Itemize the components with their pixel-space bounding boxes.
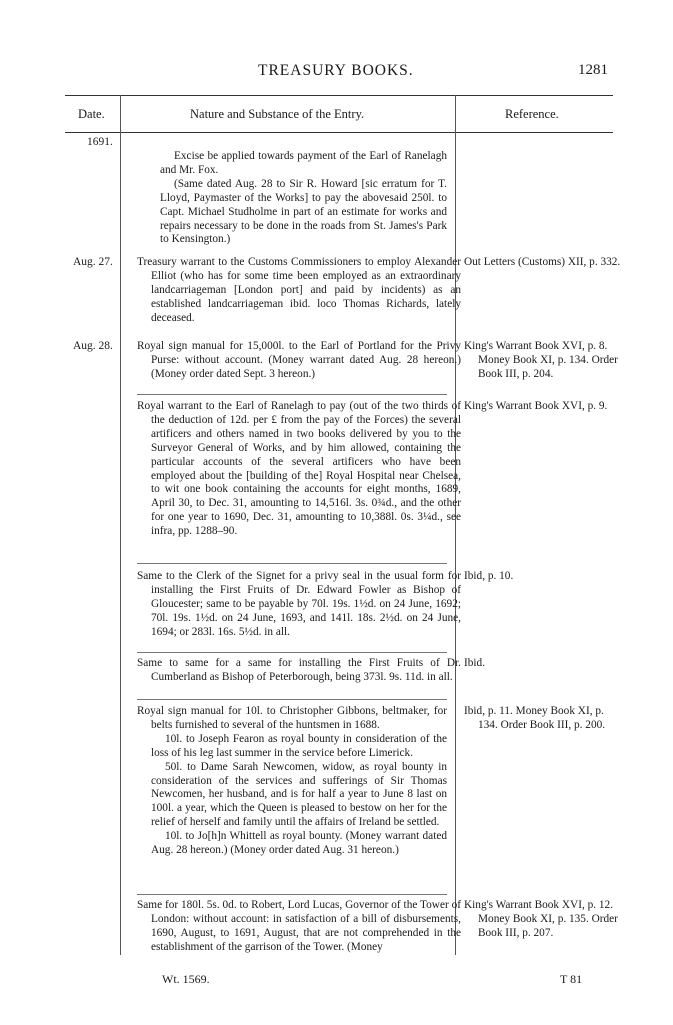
entry-0-paragraph-0: Excise be applied towards payment of the Earl of Ranelagh and Mr. Fox.: [160, 150, 447, 176]
column-header-reference: Reference.: [505, 107, 559, 121]
column-header-entry: Nature and Substance of the Entry.: [190, 107, 365, 121]
table-top-rule: [65, 95, 613, 96]
entry-4-reference: Ibid, p. 10.: [464, 570, 514, 582]
entry-separator: [137, 894, 447, 895]
entry-4-paragraph-0: Same to the Clerk of the Signet for a privy seal in the usual form for installing the First Fruits of Dr. Edward Fowler as Bishop of Gloucester; same to be payable by 70l. 19s. 1½d. on 24 June, 1692; 70l. 19s. 1½d. on 24 June, 1693, and 141l. 18s. 2½d. on 24 June, 1694; or 283l. 16s. 5½d. in all.: [137, 570, 461, 638]
entry-6-reference: Ibid, p. 11. Money Book XI, p. 134. Order Book III, p. 200.: [464, 705, 606, 731]
entry-4: [137, 570, 461, 640]
entry-5-paragraph-0: Same to same for a same for installing the First Fruits of Dr. Cumberland as Bishop of Peterborough, being 373l. 9s. 11d. in all.: [137, 657, 461, 683]
entry-0: [160, 150, 447, 247]
entry-2-date: Aug. 28.: [73, 340, 113, 352]
page-number: 1281: [578, 62, 608, 78]
entry-separator: [137, 563, 447, 564]
entry-1-paragraph-0: Treasury warrant to the Customs Commissioners to employ Alexander Elliot (who has for some time been employed as an extraordinary landcarriageman [London port] and paid by incidents) as an established landcarriageman ibid. loco Thomas Richards, lately deceased.: [137, 256, 461, 324]
entry-3: [137, 400, 461, 539]
entry-1-reference: Out Letters (Customs) XII, p. 332.: [464, 256, 621, 268]
column-header-date: Date.: [78, 107, 105, 121]
entry-separator: [137, 652, 447, 653]
entry-separator: [137, 699, 447, 700]
entry-5-reference: Ibid.: [464, 657, 486, 669]
entry-6-paragraph-0: Royal sign manual for 10l. to Christopher Gibbons, beltmaker, for belts furnished to several of the huntsmen in 1688.: [137, 705, 447, 731]
entry-7-reference: King's Warrant Book XVI, p. 12. Money Book XI, p. 135. Order Book III, p. 207.: [464, 899, 618, 939]
entry-0-paragraph-1: (Same dated Aug. 28 to Sir R. Howard [sic erratum for T. Lloyd, Paymaster of the Works] to pay the abovesaid 250l. to Capt. Michael Studholme in part of an estimate for works and repairs necessary to be done in the roads from St. James's Park to Kensington.): [160, 177, 447, 246]
table-header-rule: [65, 132, 613, 133]
entry-2-paragraph-0: Royal sign manual for 15,000l. to the Earl of Portland for the Privy Purse: without account. (Money warrant dated Aug. 28 hereon.) (Money order dated Sept. 3 hereon.): [137, 340, 461, 380]
entry-1-date: Aug. 27.: [73, 256, 113, 268]
entry-7-paragraph-0: Same for 180l. 5s. 0d. to Robert, Lord Lucas, Governor of the Tower of London: without account: in satisfaction of a bill of disbursements, 1690, August, to 1691, August, that are not comprehended in the establishment of the garrison of the Tower. (Money: [137, 899, 461, 953]
footer-warrant-number: Wt. 1569.: [162, 972, 210, 986]
entry-separator: [137, 394, 447, 395]
entry-6: [137, 705, 447, 858]
entry-6-paragraph-1: 10l. to Joseph Fearon as royal bounty in consideration of the loss of his leg last summer in the service before Limerick.: [151, 732, 447, 759]
footer-signature-mark: T 81: [560, 972, 583, 986]
entry-2: [137, 340, 461, 382]
year-label: 1691.: [87, 136, 113, 148]
entry-5: [137, 657, 461, 685]
entry-6-paragraph-3: 10l. to Jo[h]n Whittell as royal bounty. (Money warrant dated Aug. 28 hereon.) (Money order dated Aug. 31 hereon.): [151, 830, 447, 857]
entry-1: [137, 256, 461, 326]
entry-3-paragraph-0: Royal warrant to the Earl of Ranelagh to pay (out of the two thirds of the deduction of 12d. per £ from the pay of the Forces) the several artificers and others named in two books delivered by you to the Surveyor General of Works, and by him allowed, containing the particular accounts of the several artificers who have been employed about the [building of the] Royal Hospital near Chelsea, to wit one book containing the accounts for eight months, 1689, April 30, to Dec. 31, amounting to 14,516l. 3s. 0¾d., and the other for one year to 1690, Dec. 31, amounting to 10,388l. 0s. 3¼d., see infra, pp. 1288–90.: [137, 400, 461, 538]
entry-2-reference: King's Warrant Book XVI, p. 8. Money Book XI, p. 134. Order Book III, p. 204.: [464, 340, 618, 380]
date-column-divider: [120, 95, 121, 955]
running-title: TREASURY BOOKS.: [258, 62, 414, 79]
entry-7: [137, 899, 461, 955]
entry-3-reference: King's Warrant Book XVI, p. 9.: [464, 400, 608, 412]
entry-6-paragraph-2: 50l. to Dame Sarah Newcomen, widow, as royal bounty in consideration of the services and sufferings of Sir Thomas Newcomen, her husband, and is for half a year to June 8 last on 100l. a year, which the Queen is pleased to bestow on her for the relief of herself and family until the affairs of Ireland be settled.: [151, 760, 447, 829]
